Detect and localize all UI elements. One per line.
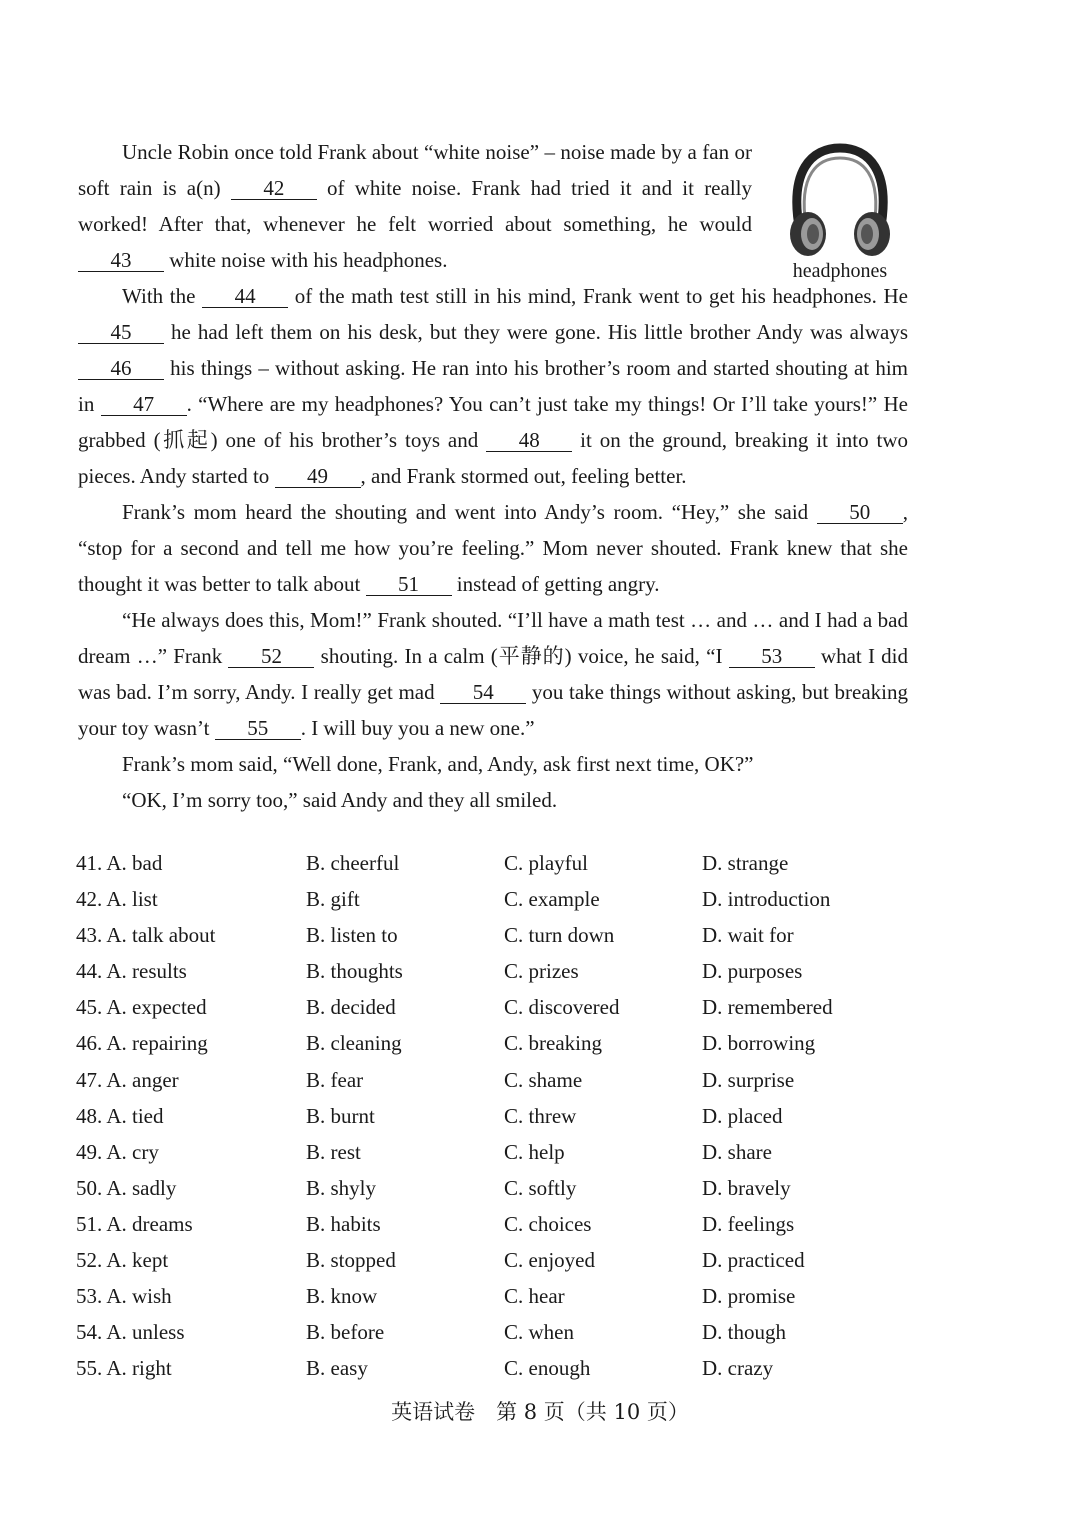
option-d: D. feelings bbox=[702, 1211, 795, 1236]
option-b: B. listen to bbox=[306, 923, 398, 948]
passage-text: white noise with his headphones. bbox=[164, 248, 448, 272]
passage-text: he had left them on his desk, but they were gone. His little brother Andy was always bbox=[164, 320, 908, 344]
passage-paragraph bbox=[78, 134, 752, 278]
option-c: C. shame bbox=[504, 1067, 583, 1092]
question-row bbox=[76, 851, 936, 887]
blank-46: 46 bbox=[78, 357, 164, 380]
passage-text: what I did was bad. I’m sorry, Andy. I really get mad bbox=[78, 644, 908, 704]
blank-55: 55 bbox=[215, 717, 301, 740]
passage-paragraph bbox=[78, 602, 908, 746]
option-a: 49. A. cry bbox=[76, 1139, 159, 1164]
option-d: D. remembered bbox=[702, 995, 833, 1020]
blank-54: 54 bbox=[440, 681, 526, 704]
question-row bbox=[76, 1284, 936, 1320]
option-a: 53. A. wish bbox=[76, 1284, 172, 1309]
question-row bbox=[76, 923, 936, 959]
blank-50: 50 bbox=[817, 501, 903, 524]
option-c: C. turn down bbox=[504, 923, 615, 948]
passage-text: you take things without asking, but breaking your toy wasn’t bbox=[78, 680, 908, 740]
option-d: D. introduction bbox=[702, 887, 831, 912]
passage-text: , and Frank stormed out, feeling better. bbox=[360, 464, 687, 488]
question-row bbox=[76, 1031, 936, 1067]
passage-text: instead of getting angry. bbox=[451, 572, 660, 596]
option-c: C. discovered bbox=[504, 995, 620, 1020]
question-row bbox=[76, 1212, 936, 1248]
passage-text: . “Where are my headphones? You can’t just take my things! Or I’ll take yours!” He grabbed (抓起) one of his brother’s toys and bbox=[78, 392, 908, 452]
option-a: 46. A. repairing bbox=[76, 1031, 208, 1056]
option-b: B. shyly bbox=[306, 1175, 377, 1200]
image-caption: headphones bbox=[792, 260, 888, 282]
option-a: 44. A. results bbox=[76, 959, 187, 984]
blank-51: 51 bbox=[366, 573, 452, 596]
option-a: 50. A. sadly bbox=[76, 1175, 177, 1200]
blank-48: 48 bbox=[486, 429, 572, 452]
option-c: C. playful bbox=[504, 851, 588, 875]
option-d: D. share bbox=[702, 1139, 772, 1164]
option-d: D. though bbox=[702, 1320, 786, 1345]
option-b: B. easy bbox=[306, 1356, 368, 1381]
option-b: B. burnt bbox=[306, 1103, 375, 1128]
option-d: D. borrowing bbox=[702, 1031, 816, 1056]
blank-47: 47 bbox=[101, 393, 187, 416]
blank-53: 53 bbox=[729, 645, 815, 668]
question-row bbox=[76, 1104, 936, 1140]
option-d: D. crazy bbox=[702, 1356, 774, 1381]
option-a: 51. A. dreams bbox=[76, 1211, 193, 1236]
passage-paragraph bbox=[78, 782, 908, 818]
option-c: C. softly bbox=[504, 1175, 577, 1200]
option-c: C. enjoyed bbox=[504, 1248, 595, 1273]
option-b: B. rest bbox=[306, 1139, 361, 1164]
headphones-illustration bbox=[782, 140, 898, 290]
option-b: B. stopped bbox=[306, 1248, 396, 1273]
blank-44: 44 bbox=[202, 285, 288, 308]
question-row bbox=[76, 1320, 936, 1356]
option-a: 43. A. talk about bbox=[76, 923, 216, 948]
passage-text: With the bbox=[122, 284, 203, 308]
option-b: B. know bbox=[306, 1284, 378, 1309]
option-a: 55. A. right bbox=[76, 1356, 172, 1381]
passage-text: Uncle Robin once told Frank about “white noise” – noise made by a fan or soft rain is a(n) bbox=[78, 140, 752, 200]
option-b: B. cleaning bbox=[306, 1031, 402, 1056]
option-b: B. cheerful bbox=[306, 851, 400, 875]
option-c: C. threw bbox=[504, 1103, 577, 1128]
option-c: C. example bbox=[504, 887, 600, 912]
option-d: D. surprise bbox=[702, 1067, 795, 1092]
passage-text: “OK, I’m sorry too,” said Andy and they all smiled. bbox=[122, 788, 558, 812]
option-c: C. when bbox=[504, 1320, 574, 1345]
passage-text: “He always does this, Mom!” Frank shouted. “I’ll have a math test … and … and I had a bad dream …” Frank bbox=[78, 608, 908, 668]
passage-text: . I will buy you a new one.” bbox=[300, 716, 535, 740]
option-b: B. habits bbox=[306, 1211, 381, 1236]
option-b: B. fear bbox=[306, 1067, 364, 1092]
option-a: 48. A. tied bbox=[76, 1103, 164, 1128]
option-d: D. promise bbox=[702, 1284, 796, 1309]
passage-text: his things – without asking. He ran into his brother’s room and started shouting at him in bbox=[78, 356, 908, 416]
passage-text: Frank’s mom said, “Well done, Frank, and, Andy, ask first next time, OK?” bbox=[122, 752, 754, 776]
passage-paragraph bbox=[78, 746, 908, 782]
option-d: D. placed bbox=[702, 1103, 783, 1128]
blank-49: 49 bbox=[275, 465, 361, 488]
option-a: 41. A. bad bbox=[76, 851, 163, 875]
question-row bbox=[76, 1140, 936, 1176]
option-c: C. help bbox=[504, 1139, 565, 1164]
option-d: D. strange bbox=[702, 851, 789, 875]
option-c: C. breaking bbox=[504, 1031, 602, 1056]
passage-paragraph bbox=[78, 494, 908, 602]
blank-42: 42 bbox=[231, 177, 317, 200]
passage-text: of the math test still in his mind, Frank went to get his headphones. He bbox=[288, 284, 908, 308]
option-d: D. purposes bbox=[702, 959, 803, 984]
passage-text: shouting. In a calm (平静的) voice, he said, “I bbox=[314, 644, 729, 668]
option-c: C. hear bbox=[504, 1284, 565, 1309]
passage-text: of white noise. Frank had tried it and it really worked! After that, whenever he felt worried about something, he would bbox=[78, 176, 752, 236]
option-c: C. choices bbox=[504, 1211, 592, 1236]
option-a: 47. A. anger bbox=[76, 1067, 179, 1092]
option-b: B. thoughts bbox=[306, 959, 403, 984]
page-footer: 英语试卷 第 8 页（共 10 页） bbox=[391, 1400, 689, 1424]
question-row bbox=[76, 995, 936, 1031]
question-row bbox=[76, 1356, 936, 1392]
question-row bbox=[76, 1176, 936, 1212]
passage-text: Frank’s mom heard the shouting and went into Andy’s room. “Hey,” she said bbox=[122, 500, 817, 524]
option-d: D. bravely bbox=[702, 1175, 791, 1200]
question-row bbox=[76, 1248, 936, 1284]
question-row bbox=[76, 887, 936, 923]
option-d: D. practiced bbox=[702, 1248, 805, 1273]
option-b: B. before bbox=[306, 1320, 385, 1345]
option-c: C. prizes bbox=[504, 959, 579, 984]
option-a: 52. A. kept bbox=[76, 1248, 169, 1273]
option-b: B. decided bbox=[306, 995, 396, 1020]
headphones-icon bbox=[782, 140, 898, 260]
passage-text: it on the ground, breaking it into two pieces. Andy started to bbox=[78, 428, 909, 488]
option-a: 45. A. expected bbox=[76, 995, 207, 1020]
answer-options bbox=[76, 851, 936, 1392]
option-b: B. gift bbox=[306, 887, 360, 912]
option-c: C. enough bbox=[504, 1356, 591, 1381]
blank-52: 52 bbox=[228, 645, 314, 668]
passage-text: , “stop for a second and tell me how you’re feeling.” Mom never shouted. Frank knew that she thought it was better to talk about bbox=[78, 500, 908, 596]
question-row bbox=[76, 959, 936, 995]
blank-43: 43 bbox=[78, 249, 164, 272]
option-a: 42. A. list bbox=[76, 887, 158, 912]
option-d: D. wait for bbox=[702, 923, 794, 948]
passage-paragraph bbox=[78, 278, 908, 494]
option-a: 54. A. unless bbox=[76, 1320, 185, 1345]
blank-45: 45 bbox=[78, 321, 164, 344]
question-row bbox=[76, 1068, 936, 1104]
